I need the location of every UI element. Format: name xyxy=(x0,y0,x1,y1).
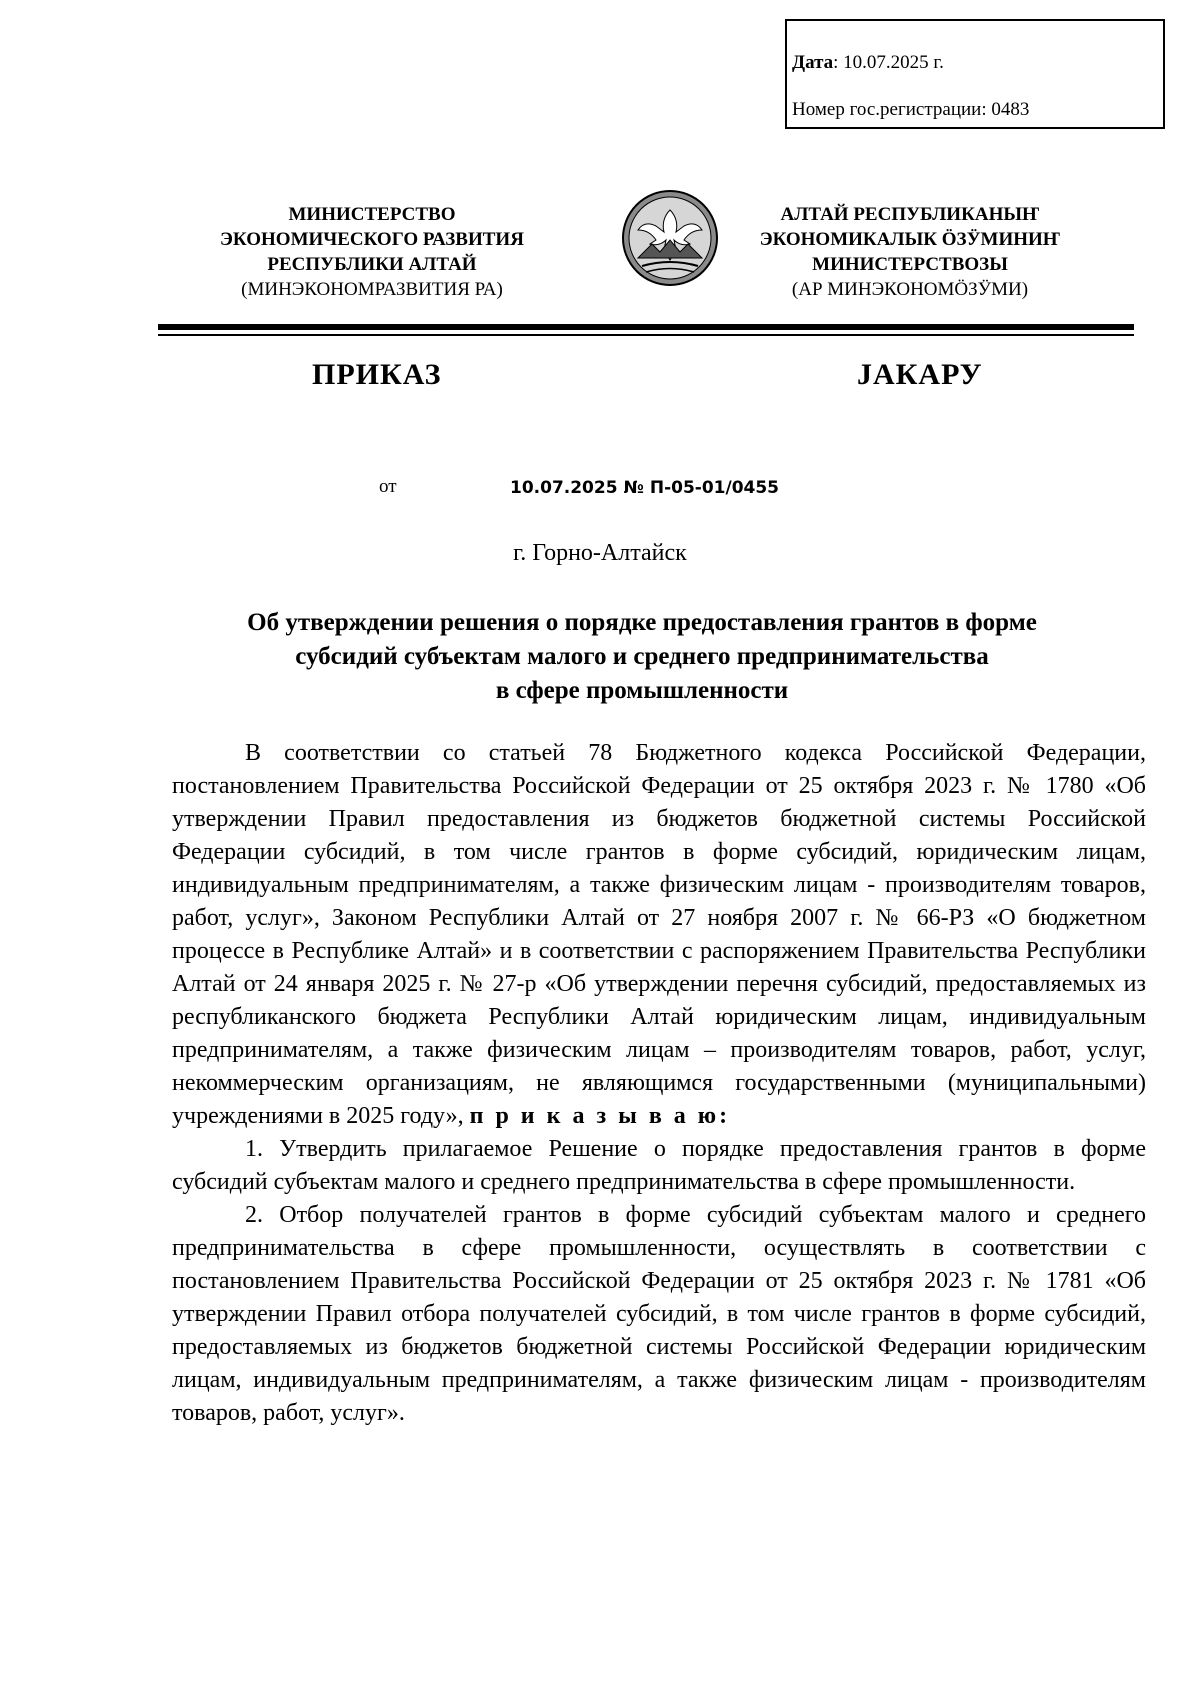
order-date-number: 10.07.2025 № П-05-01/0455 xyxy=(510,478,780,498)
ministry-alt-abbreviation: (АР МИНЭКОНОМӦЗӰМИ) xyxy=(791,279,1029,300)
registration-number-label: Номер гос.регистрации xyxy=(792,99,982,120)
ministry-ru-line-2: ЭКОНОМИЧЕСКОГО РАЗВИТИЯ xyxy=(220,229,524,250)
ministry-ru-line-1: МИНИСТЕРСТВО xyxy=(288,204,456,225)
ministry-ru-abbreviation: (МИНЭКОНОМРАЗВИТИЯ РА) xyxy=(241,279,503,300)
ministry-name-russian xyxy=(172,202,572,302)
preamble-text: В соответствии со статьей 78 Бюджетного кодекса Российской Федерации, постановлением Правительства Российской Федерации от 25 октября 2023 г. № 1780 «Об утверждении Правил предоставления из бюджетов бюджетной системы Российской Федерации субсидий, в том числе грантов в форме субсидий, юридическим лицам, индивидуальным предпринимателям, а также физическим лицам - производителям товаров, работ, услуг», Законом Республики Алтай от 27 ноября 2007 г. № 66-РЗ «О бюджетном процессе в Республике Алтай» и в соответствии с распоряжением Правительства Республики Алтай от 24 января 2025 г. № 27-р «Об утверждении перечня субсидий, предоставляемых из республиканского бюджета Республики Алтай юридическим лицам, индивидуальным предпринимателям, а также физическим лицам – производителям товаров, работ, услуг, некоммерческим организациям, не являющимся государственными (муниципальными) учреждениями в 2025 году», xyxy=(172,740,1146,1129)
document-title-line-1: Об утверждении решения о порядке предоставления грантов в форме xyxy=(247,609,1037,636)
registration-date-value: : 10.07.2025 г. xyxy=(833,52,944,73)
city-line: г. Горно-Алтайск xyxy=(513,540,687,566)
coat-of-arms-icon xyxy=(620,188,720,288)
document-title-line-2: субсидий субъектам малого и среднего предпринимательства xyxy=(295,643,989,670)
ministry-alt-line-3: МИНИСТЕРСТВОЗЫ xyxy=(812,254,1008,275)
order-from-label: от xyxy=(379,476,397,497)
registration-stamp-box xyxy=(785,19,1165,129)
document-title-line-3: в сфере промышленности xyxy=(495,677,789,704)
order-item-1: 1. Утвердить прилагаемое Решение о порядке предоставления грантов в форме субсидий субъектам малого и среднего предпринимательства в сфере промышленности. xyxy=(172,1136,1146,1195)
registration-date-label: Дата xyxy=(792,52,834,73)
ministry-ru-line-3: РЕСПУБЛИКИ АЛТАЙ xyxy=(267,254,477,275)
ministry-name-altai xyxy=(710,202,1110,302)
order-title-russian: ПРИКАЗ xyxy=(312,358,442,391)
header-divider-thick xyxy=(158,324,1134,330)
order-item-2: 2. Отбор получателей грантов в форме субсидий субъектам малого и среднего предпринимательства в сфере промышленности, осуществлять в соответствии с постановлением Правительства Российской Федерации от 25 октября 2023 г. № 1781 «Об утверждении Правил отбора получателей субсидий, в том числе грантов в форме субсидий, предоставляемых из бюджетов бюджетной системы Российской Федерации юридическим лицам, индивидуальным предпринимателям, а также физическим лицам - производителям товаров, работ, услуг». xyxy=(172,1202,1146,1426)
header-divider-thin xyxy=(158,334,1134,336)
document-title xyxy=(172,606,1112,708)
preamble-paragraph xyxy=(172,737,1146,1133)
order-word: п р и к а з ы в а ю: xyxy=(469,1103,731,1129)
ministry-alt-line-1: АЛТАЙ РЕСПУБЛИКАНЫҤ xyxy=(780,204,1040,225)
ministry-alt-line-2: ЭКОНОМИКАЛЫК ӦЗӰМИНИҤ xyxy=(759,229,1061,250)
registration-date-line xyxy=(792,39,1163,86)
order-title-altai: ЈАКАРУ xyxy=(857,358,983,391)
registration-number-value: : 0483 xyxy=(981,99,1030,120)
registration-number-line xyxy=(792,86,1163,133)
document-body xyxy=(172,737,1146,1430)
